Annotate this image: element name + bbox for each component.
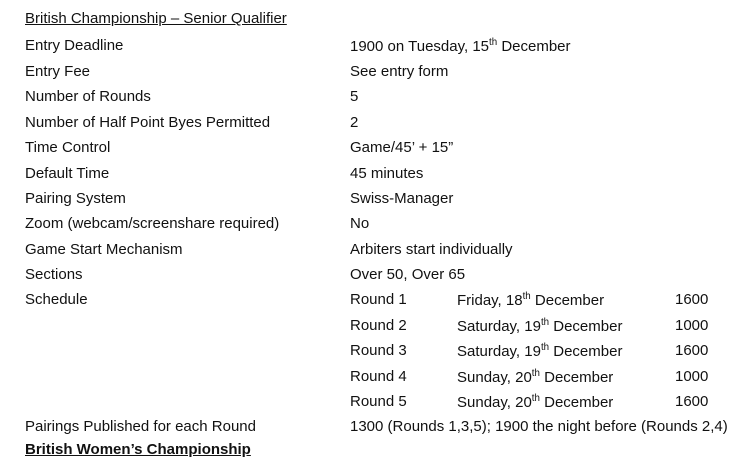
schedule-round: Round 3 [350,342,407,359]
row-label: Pairing System [25,190,126,207]
info-row [25,241,735,266]
row-value: 5 [350,88,359,105]
schedule-day: Friday, 18th December [457,291,605,309]
schedule-day: Saturday, 19th December [457,342,623,360]
row-value: Game/45’ + 15” [350,139,454,156]
row-value: No [350,215,370,232]
row-label: Time Control [25,139,111,156]
schedule-round: Round 4 [350,368,407,385]
info-row [25,114,735,139]
schedule-day: Sunday, 20th December [457,393,614,411]
info-row [25,139,735,164]
schedule-time: 1600 [675,291,709,308]
row-label: Zoom (webcam/screenshare required) [25,215,280,232]
row-value: Arbiters start individually [350,241,513,258]
schedule-time: 1000 [675,317,709,334]
row-label: Game Start Mechanism [25,241,183,258]
schedule-round: Round 5 [350,393,407,410]
schedule-day: Saturday, 19th December [457,317,623,335]
next-section-title: British Women’s Championship [25,441,251,458]
schedule-time: 1600 [675,393,709,410]
info-row [25,266,735,291]
row-value: Over 50, Over 65 [350,266,466,283]
row-label: Pairings Published for each Round [25,418,256,435]
schedule-time: 1000 [675,368,709,385]
row-label: Entry Deadline [25,37,124,54]
pairings-row [25,418,735,443]
info-row [25,190,735,215]
row-label: Number of Rounds [25,88,151,105]
row-value: See entry form [350,63,449,80]
info-row [25,165,735,190]
info-row [25,63,735,88]
schedule-round: Round 1 [350,291,407,308]
row-value: Swiss-Manager [350,190,454,207]
schedule-round: Round 2 [350,317,407,334]
schedule-day: Sunday, 20th December [457,368,614,386]
row-label: Number of Half Point Byes Permitted [25,114,271,131]
schedule-label: Schedule [25,291,88,308]
row-label: Entry Fee [25,63,91,80]
row-value: 45 minutes [350,165,424,182]
row-label: Default Time [25,165,110,182]
section-title: British Championship – Senior Qualifier [25,10,287,27]
row-value: 2 [350,114,359,131]
info-row [25,215,735,240]
row-label: Sections [25,266,83,283]
row-value: 1900 on Tuesday, 15th December [350,37,571,55]
info-row [25,37,735,62]
row-value: 1300 (Rounds 1,3,5); 1900 the night before (Rounds 2,4) [350,418,728,435]
schedule-time: 1600 [675,342,709,359]
info-row [25,88,735,113]
